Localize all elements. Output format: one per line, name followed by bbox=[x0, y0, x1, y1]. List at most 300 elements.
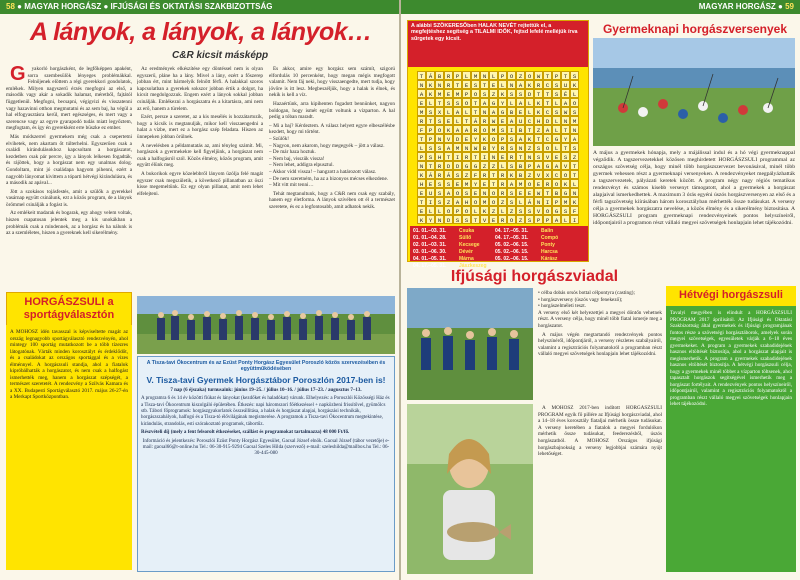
col1-para2: Más módszerrel gyermekem még csak a csepertetni elvihetek, nem akartam őt túlterhelni. Egyszerűen csak a családi kirándulásokhoz kapcsoltam a horgászatot, kezdetben csak pár percre, így a lányok lelkesen fogadták, és rájöttek, hogy a horgászat nem egy unalmas dolog. Gondoltam, mint jó családapa hagyom pihenni, ezért a nagyobb lányomat kivittem a tóparti hétvégi kirándulásra, és a második az apával... bbox=[6, 133, 132, 187]
puzzle-letter: T bbox=[489, 170, 498, 179]
puzzle-letter: N bbox=[435, 215, 444, 224]
puzzle-letter: G bbox=[489, 98, 498, 107]
puzzle-letter: R bbox=[498, 215, 507, 224]
puzzle-letter: Y bbox=[426, 215, 435, 224]
puzzle-letter: E bbox=[498, 116, 507, 125]
fish-name: Márna bbox=[459, 256, 474, 262]
puzzle-letter: K bbox=[525, 80, 534, 89]
puzzle-letter: E bbox=[462, 80, 471, 89]
puzzle-letter: T bbox=[453, 80, 462, 89]
puzzle-letter: Y bbox=[471, 179, 480, 188]
puzzle-letter: T bbox=[426, 116, 435, 125]
puzzle-letter: L bbox=[489, 71, 498, 80]
puzzle-letter: A bbox=[480, 98, 489, 107]
puzzle-letter: Z bbox=[462, 170, 471, 179]
puzzle-letter: O bbox=[480, 125, 489, 134]
puzzle-letter: R bbox=[480, 116, 489, 125]
puzzle-letter: S bbox=[507, 89, 516, 98]
puzzle-letter: N bbox=[507, 80, 516, 89]
puzzle-letter: A bbox=[444, 143, 453, 152]
puzzle-letter: Z bbox=[498, 197, 507, 206]
puzzle-letter: E bbox=[489, 80, 498, 89]
closed-season-date: 01. 01.–03. 31. bbox=[413, 228, 447, 234]
puzzle-letter: Á bbox=[525, 197, 534, 206]
puzzle-letter: L bbox=[552, 98, 561, 107]
puzzle-letter: O bbox=[471, 89, 480, 98]
puzzle-letter: S bbox=[435, 116, 444, 125]
puzzle-letter: D bbox=[525, 89, 534, 98]
closed-season-dates bbox=[410, 226, 588, 269]
puzzle-letter: R bbox=[444, 71, 453, 80]
puzzle-letter: T bbox=[489, 179, 498, 188]
puzzle-letter: A bbox=[516, 98, 525, 107]
puzzle-letter: N bbox=[417, 80, 426, 89]
puzzle-letter: E bbox=[444, 89, 453, 98]
fish-name: Ponty bbox=[541, 242, 555, 248]
fish-name: Kecsege bbox=[459, 242, 480, 248]
col1-para3: Jött a szokásos tojásfestés, amit a szülők a gyerekkel vasárnap együtt csinálunk, ezt a közös program, de a lányok örömmel csinálják a fogást is. bbox=[6, 188, 132, 208]
youth-bullets-text: • célba dobás orsós bottal célpontyra (casting); • horgászverseny (úszós vagy fenekező); • horgászelméleti teszt. A verseny első két helyezettjei a megyei döntőn vehetnek részt. A verseny célja, hogy minél több fiatal ismerje meg a horgászatot. bbox=[538, 290, 662, 329]
puzzle-letter: W bbox=[534, 188, 543, 197]
puzzle-letter: K bbox=[417, 170, 426, 179]
camp-text: A programra 6 és 14 év közötti fiúkat és lányokat (kezdőket és haladókat) várunk. Elhelyezés: a Poroszlói Közösségi Ház és a Tisza-tavi Ökocentrum kiszolgáló épületében. Étkezés: napi háromszori főétkezéssel + napközbeni frissítővel, gyümölcs stb. Tábori főprogramok: horgászgyakorlatok összeállítása, a halak és horgászat alapjai, horgászási technikák, horgászszabályok, halfogó és a Tisza-tó élővilágának megismerése. A programok a Tisza-tavi Ökocentrum megtekintése, kirándulás, strandolás, esti szórakoztató programok, tábortűz. bbox=[141, 396, 390, 427]
puzzle-letter: L bbox=[570, 179, 579, 188]
col2-para1: Az eredmények elkészítése egy döntéssel nem is olyan egyszerű, pláne ha a lány. Mivel a lány, ezért a főszerep jobban ért, mint bármelyik felnőtt férfi. A halakkal szoros kapcsolatban a gyerekek sokszor jobban értik a dolgot, ha kicsit megdolgozzuk. Engem ezért a lányok sokkal jobban csinálják. Emlékezni a horgászatra és a kitartásra, ami nem az erő, hanem a türelem. bbox=[137, 66, 263, 112]
puzzle-letter: R bbox=[480, 170, 489, 179]
camp-dates: 7 nap (6 éjszaka) turnusaink: június 19–25. / július 10–16. / július 17–23. / augusztus 7–13. bbox=[170, 387, 362, 393]
puzzle-letter: Z bbox=[525, 143, 534, 152]
puzzle-letter: K bbox=[426, 89, 435, 98]
puzzle-letter: R bbox=[435, 170, 444, 179]
col3-para2: Hazaértünk, arra kipihenten fogadott bennünket, nagyon boldogan, hogy ismét együtt voltunk a vízparton. A hal pedig a tóban maradt. bbox=[269, 100, 395, 121]
puzzle-letter: S bbox=[480, 89, 489, 98]
puzzle-letter: É bbox=[561, 89, 570, 98]
puzzle-letter: W bbox=[489, 116, 498, 125]
childrens-day-photo bbox=[593, 38, 795, 146]
puzzle-letter: S bbox=[507, 161, 516, 170]
childrens-day-paragraph: A május a gyermekek hónapja, mely a májálissal indul és a hó végi gyermeknappal végződik. A tagszervezetekkel közösen meghirdetett HORGÁSZSULI programmal az országos szövetség célja, hogy minél több horgászszervezet bevonásával, minél több gyermek vehessen részt a gyermeknapi versenyeken. A rendezvényeket megpályázhatták a tagszervezetek, pályázati keretek között. A program négy nagy régiós tematikus rendezvényt és számos kisebb versenyt támogatott, ahol a gyermekek a horgászat alapjaival ismerkedhettek. A maximum 3 órás egyéni úszós horgászversenyen az első és a férfi tagszövetség kiírásában három korosztályban mérhették össze tudásukat. A verseny célja a gyermekek horgászatra nevelése, a közös élmény és a sikerélmény biztosítása. A HORGÁSZSULI program gyermeknapi rendezvényeinek pontos helyszíneiről, időpontjairól a programon részt vállaló megyei szövetségek honlapjain lehet tájékozódni. bbox=[593, 150, 795, 226]
puzzle-letter: S bbox=[507, 143, 516, 152]
puzzle-letter: N bbox=[561, 116, 570, 125]
puzzle-letter: O bbox=[462, 98, 471, 107]
right-page-header: MAGYAR HORGÁSZ ● 59 bbox=[401, 0, 800, 14]
puzzle-letter: A bbox=[417, 89, 426, 98]
puzzle-letter: R bbox=[498, 188, 507, 197]
puzzle-letter: B bbox=[516, 125, 525, 134]
puzzle-letter: E bbox=[417, 98, 426, 107]
puzzle-letter: E bbox=[426, 179, 435, 188]
fish-name: Kárász bbox=[541, 256, 558, 262]
puzzle-letter: T bbox=[543, 188, 552, 197]
puzzle-letter: O bbox=[552, 179, 561, 188]
puzzle-letter: H bbox=[534, 116, 543, 125]
puzzle-letter: O bbox=[543, 206, 552, 215]
puzzle-letter: E bbox=[417, 188, 426, 197]
fish-name: Süllő bbox=[459, 235, 472, 241]
puzzle-letter: L bbox=[435, 206, 444, 215]
puzzle-letter: E bbox=[480, 179, 489, 188]
puzzle-letter: S bbox=[570, 71, 579, 80]
puzzle-letter: L bbox=[417, 143, 426, 152]
puzzle-letter: E bbox=[534, 179, 543, 188]
puzzle-letter: Z bbox=[516, 215, 525, 224]
puzzle-letter: N bbox=[480, 107, 489, 116]
puzzle-letter: P bbox=[453, 206, 462, 215]
puzzle-letter: M bbox=[453, 143, 462, 152]
puzzle-letter: W bbox=[534, 71, 543, 80]
puzzle-letter: L bbox=[498, 161, 507, 170]
puzzle-letter: P bbox=[552, 197, 561, 206]
sport-box-title: HORGÁSZSULI a sportágválasztón bbox=[6, 292, 132, 326]
closed-season-date: 04. 17.–05. 31. bbox=[413, 263, 447, 269]
puzzle-letter: R bbox=[417, 116, 426, 125]
puzzle-letter: V bbox=[561, 161, 570, 170]
closed-season-date: 04. 17.–05. 31. bbox=[495, 228, 529, 234]
puzzle-letter: K bbox=[480, 206, 489, 215]
puzzle-letter: O bbox=[507, 215, 516, 224]
puzzle-letter: I bbox=[507, 125, 516, 134]
puzzle-letter: T bbox=[462, 116, 471, 125]
puzzle-letter: D bbox=[444, 215, 453, 224]
puzzle-letter: L bbox=[552, 143, 561, 152]
puzzle-letter: S bbox=[426, 143, 435, 152]
puzzle-letter: P bbox=[462, 89, 471, 98]
puzzle-letter: G bbox=[552, 206, 561, 215]
article-column-1 bbox=[6, 66, 132, 288]
puzzle-letter: Z bbox=[489, 206, 498, 215]
puzzle-letter: S bbox=[507, 134, 516, 143]
left-page-header: 58 ● MAGYAR HORGÁSZ ● IFJÚSÁGI ÉS OKTATÁSI SZAKBIZOTTSÁG bbox=[0, 0, 399, 14]
puzzle-letter: G bbox=[543, 161, 552, 170]
puzzle-letter: K bbox=[534, 98, 543, 107]
puzzle-letter: Y bbox=[471, 134, 480, 143]
col1-para4: Az emlékeit madarak és bogarak, egy ahogy velem voltak, hiszen csapatosan jelentek meg a kis unokákban a problémák csak a mindennek, az a horgász és ha nálunk is az a szemléletes, hiszen a gyereknek kell sikerélmény. bbox=[6, 210, 132, 237]
puzzle-letter: O bbox=[489, 197, 498, 206]
left-section-name: IFJÚSÁGI ÉS OKTATÁSI SZAKBIZOTTSÁG bbox=[110, 2, 273, 11]
puzzle-letter: K bbox=[570, 197, 579, 206]
puzzle-letter: M bbox=[435, 89, 444, 98]
puzzle-letter: V bbox=[543, 152, 552, 161]
puzzle-letter: S bbox=[453, 98, 462, 107]
puzzle-letter: E bbox=[552, 152, 561, 161]
youth-group-photo bbox=[407, 288, 533, 400]
puzzle-letter: N bbox=[570, 125, 579, 134]
puzzle-letter: T bbox=[534, 134, 543, 143]
puzzle-letter: Z bbox=[570, 152, 579, 161]
puzzle-letter: T bbox=[471, 107, 480, 116]
puzzle-letter: L bbox=[471, 206, 480, 215]
puzzle-letter: V bbox=[534, 206, 543, 215]
closed-season-date: 01. 01.–04. 28. bbox=[413, 235, 447, 241]
puzzle-letter: S bbox=[444, 98, 453, 107]
puzzle-letter: N bbox=[417, 161, 426, 170]
puzzle-letter: T bbox=[570, 161, 579, 170]
puzzle-letter: A bbox=[570, 134, 579, 143]
puzzle-letter: Y bbox=[561, 134, 570, 143]
puzzle-letter: Y bbox=[498, 98, 507, 107]
puzzle-letter: K bbox=[525, 134, 534, 143]
puzzle-letter: L bbox=[498, 80, 507, 89]
puzzle-letter: S bbox=[516, 89, 525, 98]
puzzle-letter: C bbox=[552, 170, 561, 179]
puzzle-letter: U bbox=[561, 80, 570, 89]
puzzle-letter: Z bbox=[489, 89, 498, 98]
puzzle-letter: Á bbox=[471, 116, 480, 125]
col2-para2: Ezért, persze a szeretet, az a kis mesélés is hozzátartozik, hogy a kicsik is megtanulják, mikor kell visszaengedni a halat a vízbe, mert ez a horgász szép feladata. Hiszen az ünnepeken jobban örülnek. bbox=[137, 114, 263, 140]
article-title: A lányok, a lányok, a lányok… bbox=[30, 18, 372, 46]
closed-season-date: 03. 01.–06. 30. bbox=[413, 249, 447, 255]
col2-para4: A bukorikok egyre közelebbről lányom üzólja felé magát egyszer csak megszületik, a következő pillanatban az öszi kisse megemeltünk. Ez egy olyan pillanat, amit nem lehet elfelejteni. bbox=[137, 170, 263, 197]
girl-with-fish-photo bbox=[407, 404, 533, 574]
puzzle-letter: S bbox=[507, 188, 516, 197]
puzzle-letter: Z bbox=[534, 125, 543, 134]
puzzle-letter: S bbox=[471, 80, 480, 89]
puzzle-letter: G bbox=[462, 161, 471, 170]
puzzle-letter: N bbox=[480, 188, 489, 197]
puzzle-letter: L bbox=[426, 98, 435, 107]
puzzle-letter: R bbox=[444, 80, 453, 89]
puzzle-letter: S bbox=[435, 197, 444, 206]
puzzle-letter: S bbox=[507, 197, 516, 206]
puzzle-letter: R bbox=[507, 152, 516, 161]
puzzle-letter: L bbox=[561, 215, 570, 224]
puzzle-letter: P bbox=[543, 215, 552, 224]
puzzle-letter: L bbox=[525, 107, 534, 116]
puzzle-letter: Z bbox=[525, 170, 534, 179]
puzzle-letter: A bbox=[444, 188, 453, 197]
closed-season-date: 05. 02.–06. 15. bbox=[495, 249, 529, 255]
col3-para1: És akkor, amire egy horgász sem számít, szigorú elfordulás 10 percenként, hogy megan mégis megfogott valamit. Nem fáj neki, hogy visszaengedte, mert tudja, hogy jövőre is itt lesz. Megbeszéljük, hogy a halak is élnek, és nekik is kell a víz. bbox=[269, 66, 395, 99]
puzzle-letter: R bbox=[498, 170, 507, 179]
puzzle-letter: I bbox=[480, 152, 489, 161]
closed-season-date: 04. 01.–05. 31. bbox=[413, 256, 447, 262]
puzzle-letter: F bbox=[471, 170, 480, 179]
puzzle-letter: A bbox=[516, 80, 525, 89]
puzzle-letter: B bbox=[507, 107, 516, 116]
right-page-number: 59 bbox=[785, 2, 794, 11]
puzzle-letter: Y bbox=[489, 143, 498, 152]
puzzle-letter: A bbox=[453, 125, 462, 134]
puzzle-letter: S bbox=[552, 107, 561, 116]
puzzle-letter: S bbox=[570, 143, 579, 152]
puzzle-letter: M bbox=[471, 71, 480, 80]
puzzle-letter: T bbox=[417, 71, 426, 80]
puzzle-letter: P bbox=[525, 161, 534, 170]
puzzle-letter: P bbox=[426, 134, 435, 143]
puzzle-letter: D bbox=[543, 116, 552, 125]
puzzle-letter: O bbox=[435, 125, 444, 134]
puzzle-letter: T bbox=[570, 170, 579, 179]
puzzle-letter: S bbox=[435, 188, 444, 197]
puzzle-letter: O bbox=[543, 143, 552, 152]
puzzle-letter: S bbox=[525, 206, 534, 215]
puzzle-letter: F bbox=[570, 206, 579, 215]
puzzle-letter: T bbox=[417, 134, 426, 143]
puzzle-letter: E bbox=[471, 188, 480, 197]
puzzle-letter: K bbox=[534, 107, 543, 116]
article-subtitle: C&R kicsit másképp bbox=[172, 50, 269, 61]
puzzle-letter: A bbox=[543, 125, 552, 134]
puzzle-letter: W bbox=[471, 143, 480, 152]
puzzle-letter: P bbox=[417, 152, 426, 161]
puzzle-letter: O bbox=[570, 98, 579, 107]
puzzle-letter: H bbox=[435, 152, 444, 161]
puzzle-letter: O bbox=[525, 179, 534, 188]
puzzle-letter: G bbox=[471, 161, 480, 170]
col3-dialog: – Mi a baj? Kérdeztem. A válasz helyett egyre elbeszélésbe kezdett, hogy mi történt. – Szülők! – Nagyon, nem akarom, hogy megegyék – jött a válasz. – De már haza hoztuk. – Nem baj, visszük vissza! – Nem lehet, addigra elpusztul. – Akkor vidd vissza! – hangzott a határozott válasz. – De nem szeretném, ha az a bizonyos mécses elkezdene. – Mit vitt mit tenni… bbox=[269, 122, 395, 189]
puzzle-letter: L bbox=[507, 98, 516, 107]
puzzle-letter: K bbox=[507, 170, 516, 179]
puzzle-letter: E bbox=[498, 152, 507, 161]
puzzle-letter: O bbox=[525, 71, 534, 80]
puzzle-letter: T bbox=[543, 89, 552, 98]
puzzle-letter: L bbox=[462, 71, 471, 80]
sport-box bbox=[6, 325, 132, 570]
puzzle-letter: E bbox=[462, 134, 471, 143]
puzzle-letter: M bbox=[462, 179, 471, 188]
puzzle-letter: S bbox=[534, 152, 543, 161]
puzzle-letter: R bbox=[498, 143, 507, 152]
camp-price: Részvételi díj (mely a fent felsorolt étkezéseket, szállást és programokat tartalmazza) 48 000 Ft/fő. bbox=[141, 430, 350, 436]
puzzle-letter: A bbox=[507, 116, 516, 125]
puzzle-letter: K bbox=[570, 80, 579, 89]
puzzle-letter: L bbox=[516, 197, 525, 206]
puzzle-letter: R bbox=[471, 125, 480, 134]
camp-info-box bbox=[137, 356, 395, 572]
puzzle-letter: A bbox=[489, 107, 498, 116]
puzzle-letter: T bbox=[525, 125, 534, 134]
puzzle-grid bbox=[417, 71, 579, 224]
youth-title: Ifjúsági horgászviadal bbox=[450, 268, 619, 285]
puzzle-letter: S bbox=[435, 179, 444, 188]
puzzle-letter: B bbox=[516, 161, 525, 170]
puzzle-letter: R bbox=[435, 161, 444, 170]
puzzle-letter: K bbox=[444, 125, 453, 134]
puzzle-letter: D bbox=[453, 161, 462, 170]
puzzle-letter: N bbox=[435, 134, 444, 143]
puzzle-letter: S bbox=[552, 89, 561, 98]
puzzle-letter: N bbox=[516, 143, 525, 152]
puzzle-letter: T bbox=[426, 161, 435, 170]
puzzle-letter: U bbox=[426, 188, 435, 197]
puzzle-letter: S bbox=[534, 143, 543, 152]
puzzle-letter: T bbox=[534, 89, 543, 98]
puzzle-letter: G bbox=[498, 107, 507, 116]
puzzle-letter: E bbox=[516, 188, 525, 197]
puzzle-letter: T bbox=[471, 152, 480, 161]
puzzle-letter: T bbox=[561, 125, 570, 134]
puzzle-letter: K bbox=[561, 179, 570, 188]
drop-cap: G bbox=[10, 66, 26, 85]
puzzle-letter: S bbox=[435, 143, 444, 152]
puzzle-letter: R bbox=[543, 179, 552, 188]
closed-season-date: 02. 01.–03. 31. bbox=[413, 242, 447, 248]
puzzle-letter: H bbox=[417, 179, 426, 188]
puzzle-letter: O bbox=[489, 134, 498, 143]
puzzle-letter: S bbox=[516, 206, 525, 215]
puzzle-letter: S bbox=[561, 152, 570, 161]
puzzle-letter: N bbox=[534, 197, 543, 206]
puzzle-letter: S bbox=[561, 206, 570, 215]
puzzle-letter: O bbox=[489, 188, 498, 197]
puzzle-letter: B bbox=[552, 188, 561, 197]
puzzle-letter: Z bbox=[444, 197, 453, 206]
youth-bullets bbox=[538, 290, 662, 402]
puzzle-letter: S bbox=[426, 107, 435, 116]
puzzle-letter: M bbox=[453, 89, 462, 98]
camp-contact: Információ és jelentkezés: Poroszlói Ezüst Ponty Horgász Egyesület, Gacsal József elnök. Gacsal József (tábor vezetője) e-mail: gacsal66@t-online.hu Tel.: 06-30-915-9294 Gacsal Szeles Hilda (szervező) e-mail: szeleshilda@mailbox.hu Tel.: 06-30-445-080 bbox=[142, 438, 390, 457]
puzzle-letter: X bbox=[435, 107, 444, 116]
col3-para3: Tehát megtanultunk, hogy a C&R nem csak egy szabály, hanem egy életforma. A lányok szívében ott él a természet szeretete, és ez a legfontosabb, amit adhatok nekik. bbox=[269, 190, 395, 210]
closed-season-date: 05. 02.–06. 15. bbox=[495, 242, 529, 248]
puzzle-letter: Z bbox=[507, 206, 516, 215]
puzzle-letter: C bbox=[543, 134, 552, 143]
puzzle-letter: H bbox=[462, 197, 471, 206]
puzzle-letter: D bbox=[444, 161, 453, 170]
puzzle-letter: E bbox=[516, 107, 525, 116]
puzzle-letter: I bbox=[426, 197, 435, 206]
childrens-day-text bbox=[593, 150, 795, 268]
col2-para3: A nevelésben a példamutatás az, ami tényleg számít. Mi, horgászok a gyermekekre kell figyeljünk, a horgászat nem csak a halfogásról szól. Közös élmény, közös program, amit együtt élünk meg. bbox=[137, 142, 263, 169]
puzzle-letter: O bbox=[462, 206, 471, 215]
puzzle-letter: E bbox=[444, 116, 453, 125]
puzzle-letter: A bbox=[552, 215, 561, 224]
puzzle-letter: T bbox=[543, 71, 552, 80]
camp-intro: A Tisza-tavi Ökocentrum és az Ezüst Ponty Horgász Egyesület Poroszló közös szervezésében és együttműködésében bbox=[146, 360, 386, 373]
left-magazine-name: MAGYAR HORGÁSZ bbox=[24, 2, 102, 11]
puzzle-letter: T bbox=[471, 215, 480, 224]
puzzle-letter: L bbox=[570, 89, 579, 98]
puzzle-letter: T bbox=[471, 98, 480, 107]
puzzle-letter: E bbox=[525, 188, 534, 197]
fish-name: Dévér bbox=[459, 249, 473, 255]
puzzle-letter: L bbox=[552, 125, 561, 134]
puzzle-letter: B bbox=[435, 71, 444, 80]
puzzle-letter: L bbox=[525, 98, 534, 107]
puzzle-letter: D bbox=[453, 134, 462, 143]
puzzle-letter: O bbox=[471, 197, 480, 206]
weekend-text: Tavalyi megyében is elindult a HORGÁSZSULI PROGRAM 2017 áprilisától. Az Ifjúsági és Oktatási Szakbizottság által gyermekek és ifjúsági programjának fontos része a szövetségi horgásztáborok, amelyek során megyei szövetségek, egyesületek várják a 6–18 éves gyermekeket. A program a gyermekek szabadidejének hasznos eltöltését biztosítja, ahol a horgászat alapjait is megismerhetik. A program a gyermekek szabadidejének hasznos eltöltését biztosítja. A hétvégi horgászsuli célja, hogy a gyermekek minél többet a vízparton töltsenek, ahol tapasztalt horgászok segítségével ismerhetik meg a horgászat fortélyait. A rendezvények pontos helyszíneiről, időpontjairól, valamint a regisztrációs folyamatokról a programban részt vállaló megyei szövetségek honlapjain lehet tájékozódni. bbox=[670, 310, 792, 407]
puzzle-letter: N bbox=[480, 71, 489, 80]
puzzle-letter: C bbox=[543, 107, 552, 116]
puzzle-letter: P bbox=[453, 71, 462, 80]
puzzle-letter: O bbox=[444, 206, 453, 215]
puzzle-letter: C bbox=[525, 116, 534, 125]
puzzle-letter: S bbox=[462, 215, 471, 224]
fish-name: Harcsa bbox=[541, 249, 558, 255]
puzzle-letter: V bbox=[444, 134, 453, 143]
puzzle-letter: T bbox=[480, 80, 489, 89]
puzzle-letter: O bbox=[507, 71, 516, 80]
puzzle-letter: K bbox=[498, 89, 507, 98]
puzzle-letter: X bbox=[543, 170, 552, 179]
fish-name: Compó bbox=[541, 235, 559, 241]
puzzle-letter: B bbox=[480, 143, 489, 152]
puzzle-letter: P bbox=[426, 125, 435, 134]
puzzle-letter: N bbox=[489, 152, 498, 161]
puzzle-letter: K bbox=[426, 80, 435, 89]
puzzle-letter: E bbox=[453, 179, 462, 188]
puzzle-letter: N bbox=[525, 152, 534, 161]
puzzle-letter: L bbox=[426, 206, 435, 215]
puzzle-letter: T bbox=[561, 71, 570, 80]
puzzle-letter: P bbox=[498, 134, 507, 143]
closed-season-date: 04. 17.–05. 31. bbox=[495, 235, 529, 241]
puzzle-letter: B bbox=[516, 170, 525, 179]
childrens-day-title: Gyermeknapi horgászversenyek bbox=[602, 22, 788, 36]
puzzle-letter: U bbox=[516, 116, 525, 125]
puzzle-letter: S bbox=[570, 107, 579, 116]
